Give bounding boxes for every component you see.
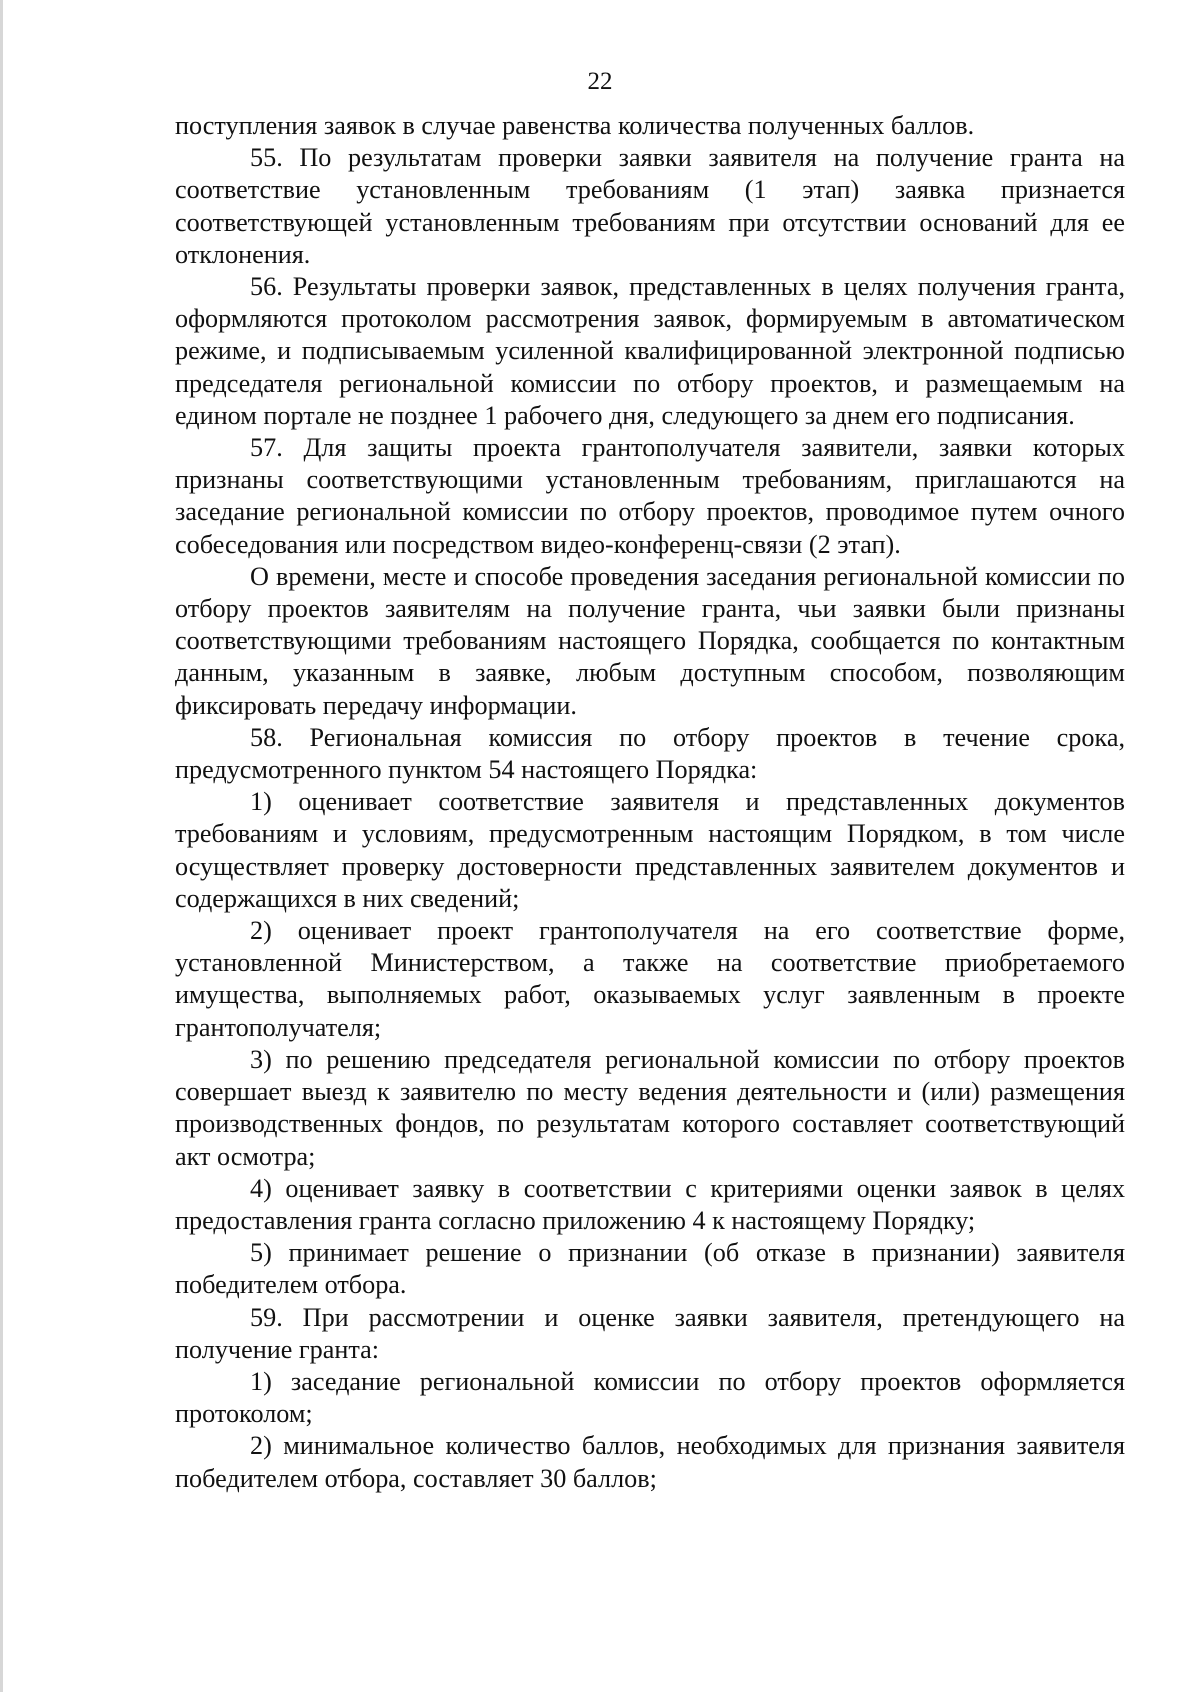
paragraph-58-item-4: 4) оценивает заявку в соответствии с критериями оценки заявок в целях предоставления гранта согласно приложению 4 к настоящему Порядку; [175, 1173, 1125, 1235]
paragraph-58-item-2: 2) оценивает проект грантополучателя на его соответствие форме, установленной Министерством, а также на соответствие приобретаемого имущества, выполняемых работ, оказываемых услуг заявленным в проекте грантополучателя; [175, 916, 1125, 1042]
paragraph-56: 56. Результаты проверки заявок, представленных в целях получения гранта, оформляются протоколом рассмотрения заявок, формируемым в автоматическом режиме, и подписываемым усиленной квалифицированной электронной подписью председателя региональной комиссии по отбору проектов, и размещаемым на едином портале не позднее 1 рабочего дня, следующего за днем его подписания. [175, 272, 1125, 430]
paragraph-58-item-1: 1) оценивает соответствие заявителя и представленных документов требованиям и условиям, предусмотренным настоящим Порядком, в том числе осуществляет проверку достоверности представленных заявителем документов и содержащихся в них сведений; [175, 787, 1125, 913]
paragraph-continuation: поступления заявок в случае равенства количества полученных баллов. [175, 111, 975, 140]
paragraph-59-item-2: 2) минимальное количество баллов, необходимых для признания заявителя победителем отбора, составляет 30 баллов; [175, 1431, 1125, 1493]
document-body [175, 110, 1125, 1495]
paragraph-59-item-1: 1) заседание региональной комиссии по отбору проектов оформляется протоколом; [175, 1366, 1125, 1429]
paragraph-58-item-3: 3) по решению председателя региональной комиссии по отбору проектов совершает выезд к заявителю по месту ведения деятельности и (или) размещения производственных фондов, по результатам которого составляет соответствующий акт осмотра; [175, 1044, 1125, 1171]
paragraph-55: 55. По результатам проверки заявки заявителя на получение гранта на соответствие установленным требованиям (1 этап) заявка признается соответствующей установленным требованиям при отсутствии оснований для ее отклонения. [175, 143, 1125, 269]
paragraph-59: 59. При рассмотрении и оценке заявки заявителя, претендующего на получение гранта: [175, 1302, 1125, 1364]
page-number: 22 [587, 68, 613, 95]
paragraph-57: 57. Для защиты проекта грантополучателя заявители, заявки которых признаны соответствующими установленным требованиям, приглашаются на заседание региональной комиссии по отбору проектов, проводимое путем очного собеседования или посредством видео-конференц-связи (2 этап). [175, 433, 1125, 559]
paragraph-57-notice: О времени, месте и способе проведения заседания региональной комиссии по отбору проектов заявителям на получение гранта, чьи заявки были признаны соответствующими требованиям настоящего Порядка, сообщается по контактным данным, указанным в заявке, любым доступным способом, позволяющим фиксировать передачу информации. [175, 561, 1125, 720]
paragraph-58: 58. Региональная комиссия по отбору проектов в течение срока, предусмотренного пунктом 54 настоящего Порядка: [175, 722, 1125, 785]
scan-edge [0, 0, 3, 1692]
paragraph-58-item-5: 5) принимает решение о признании (об отказе в признании) заявителя победителем отбора. [175, 1238, 1125, 1300]
